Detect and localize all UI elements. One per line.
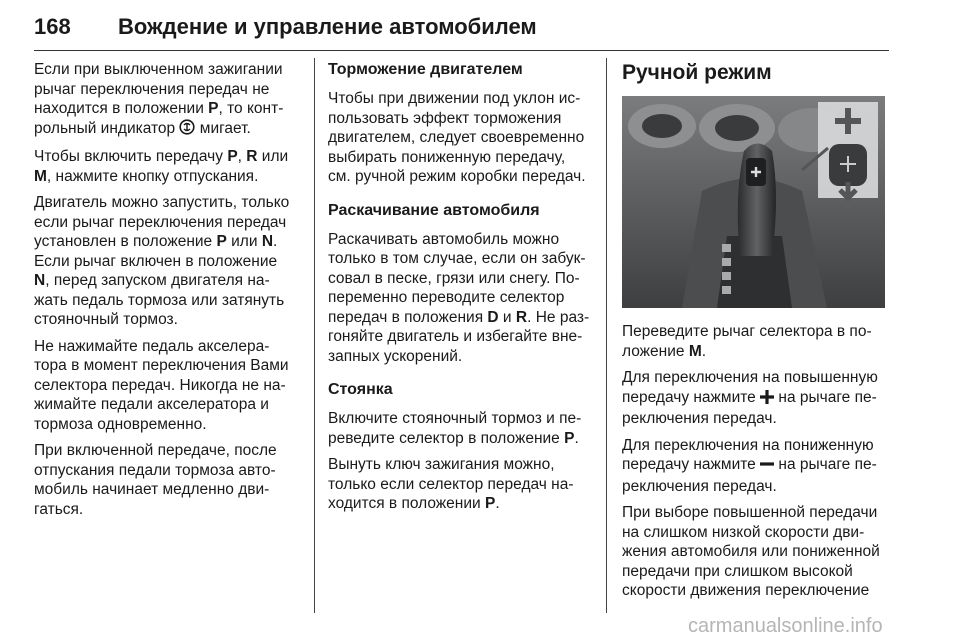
watermark: carmanualsonline.info: [688, 615, 883, 637]
gear-letter: M: [34, 167, 47, 185]
gear-letter: M: [688, 342, 702, 360]
column-3: [622, 60, 887, 608]
text-run: на рычаге переключения передач.: [622, 456, 877, 495]
text-run: Чтобы включить передачу: [34, 148, 228, 165]
paragraph: [328, 455, 590, 514]
paragraph: [34, 147, 296, 186]
paragraph: [328, 409, 590, 448]
text-run: Для переключения на повышенную передачу нажмите: [622, 369, 878, 406]
text-run: Включите стояночный тормоз и переведите селектор в положение: [328, 410, 582, 447]
header-rule: [34, 50, 889, 51]
paragraph: [328, 230, 590, 367]
text-run: . Не разгоняйте двигатель и избегайте внезапных ускорений.: [328, 308, 590, 365]
text-run: Двигатель можно запустить, только если рычаг переключения передач установлен в положение: [34, 194, 290, 250]
gear-letter: R: [515, 308, 528, 326]
text-run: мигает.: [195, 119, 251, 137]
column-1: [34, 60, 296, 526]
text-run: или: [257, 148, 289, 165]
gear-letter: N: [261, 233, 274, 250]
paragraph: [622, 368, 887, 429]
paragraph: [622, 436, 887, 497]
gear-selector-photo: [622, 96, 885, 308]
paragraph: [622, 322, 887, 361]
text-run: Для переключения на пониженную передачу нажмите: [622, 436, 874, 473]
text-run: , перед запуском двигателя нажать педаль тормоза или затянуть стояночный тормоз.: [34, 272, 285, 328]
minus-icon: [760, 457, 774, 477]
gear-letter: P: [227, 148, 238, 165]
gear-letter: N: [34, 272, 46, 289]
text-run: , нажмите кнопку отпускания.: [46, 167, 259, 185]
text-run: на рычаге переключения передач.: [622, 388, 877, 427]
section-heading: Торможение двигателем: [328, 61, 523, 78]
section-heading: Раскачивание автомобиля: [328, 201, 540, 219]
text-run: Если при выключенном зажигании рычаг переключения передач не находится в положении: [34, 61, 283, 117]
plus-icon: [760, 390, 774, 410]
paragraph: При выборе повышенной передачи на слишком низкой скорости движения автомобиля или пониженной передачи при слишком высокой скорости движения переключение: [622, 504, 880, 599]
text-run: или: [226, 233, 262, 250]
text-run: Вынуть ключ зажигания можно, только если селектор передач находится в положении: [328, 456, 574, 512]
gear-letter: P: [208, 100, 219, 117]
gear-letter: R: [246, 148, 258, 165]
text-run: .: [574, 429, 579, 447]
page-header: [34, 14, 889, 50]
text-run: .: [701, 342, 707, 360]
column-divider-1: [314, 58, 315, 613]
paragraph: [34, 193, 296, 330]
page-number: 168: [34, 14, 71, 39]
chapter-title: Вождение и управление автомобилем: [118, 14, 537, 39]
gear-letter: P: [216, 233, 227, 250]
text-run: .: [495, 495, 500, 512]
text-run: , то контрольный индикатор: [34, 100, 284, 137]
gear-letter: D: [487, 308, 499, 326]
text-run: Раскачивать автомобиль можно только в том случае, если он забуксовал в песке, грязи или снегу. Попеременно переводите селектор передач в положения: [328, 230, 586, 326]
section-heading: Ручной режим: [622, 61, 772, 84]
text-run: . Если рычаг включен в положение: [34, 233, 278, 270]
gear-letter: P: [564, 429, 575, 447]
column-2: [328, 60, 590, 521]
paragraph: Чтобы при движении под уклон использовать эффект торможения двигателем, следует своевременно выбирать пониженную передачу, см. ручной режим коробки передач.: [328, 90, 586, 185]
section-heading: Стоянка: [328, 381, 393, 398]
text-run: ,: [237, 148, 247, 165]
text-run: и: [498, 308, 516, 326]
paragraph: Не нажимайте педаль акселератора в момент переключения Вами селектора передач. Никогда не нажимайте педали акселератора и тормоза одновременно.: [34, 337, 289, 433]
text-run: Переведите рычаг селектора в положение: [622, 323, 872, 360]
selector-lever-indicator-icon: [179, 119, 195, 141]
column-divider-2: [606, 58, 607, 613]
gear-letter: P: [484, 495, 496, 512]
paragraph: При включенной передаче, после отпускания педали тормоза автомобиль начинает медленно двигаться.: [34, 442, 277, 518]
paragraph: [34, 60, 296, 140]
